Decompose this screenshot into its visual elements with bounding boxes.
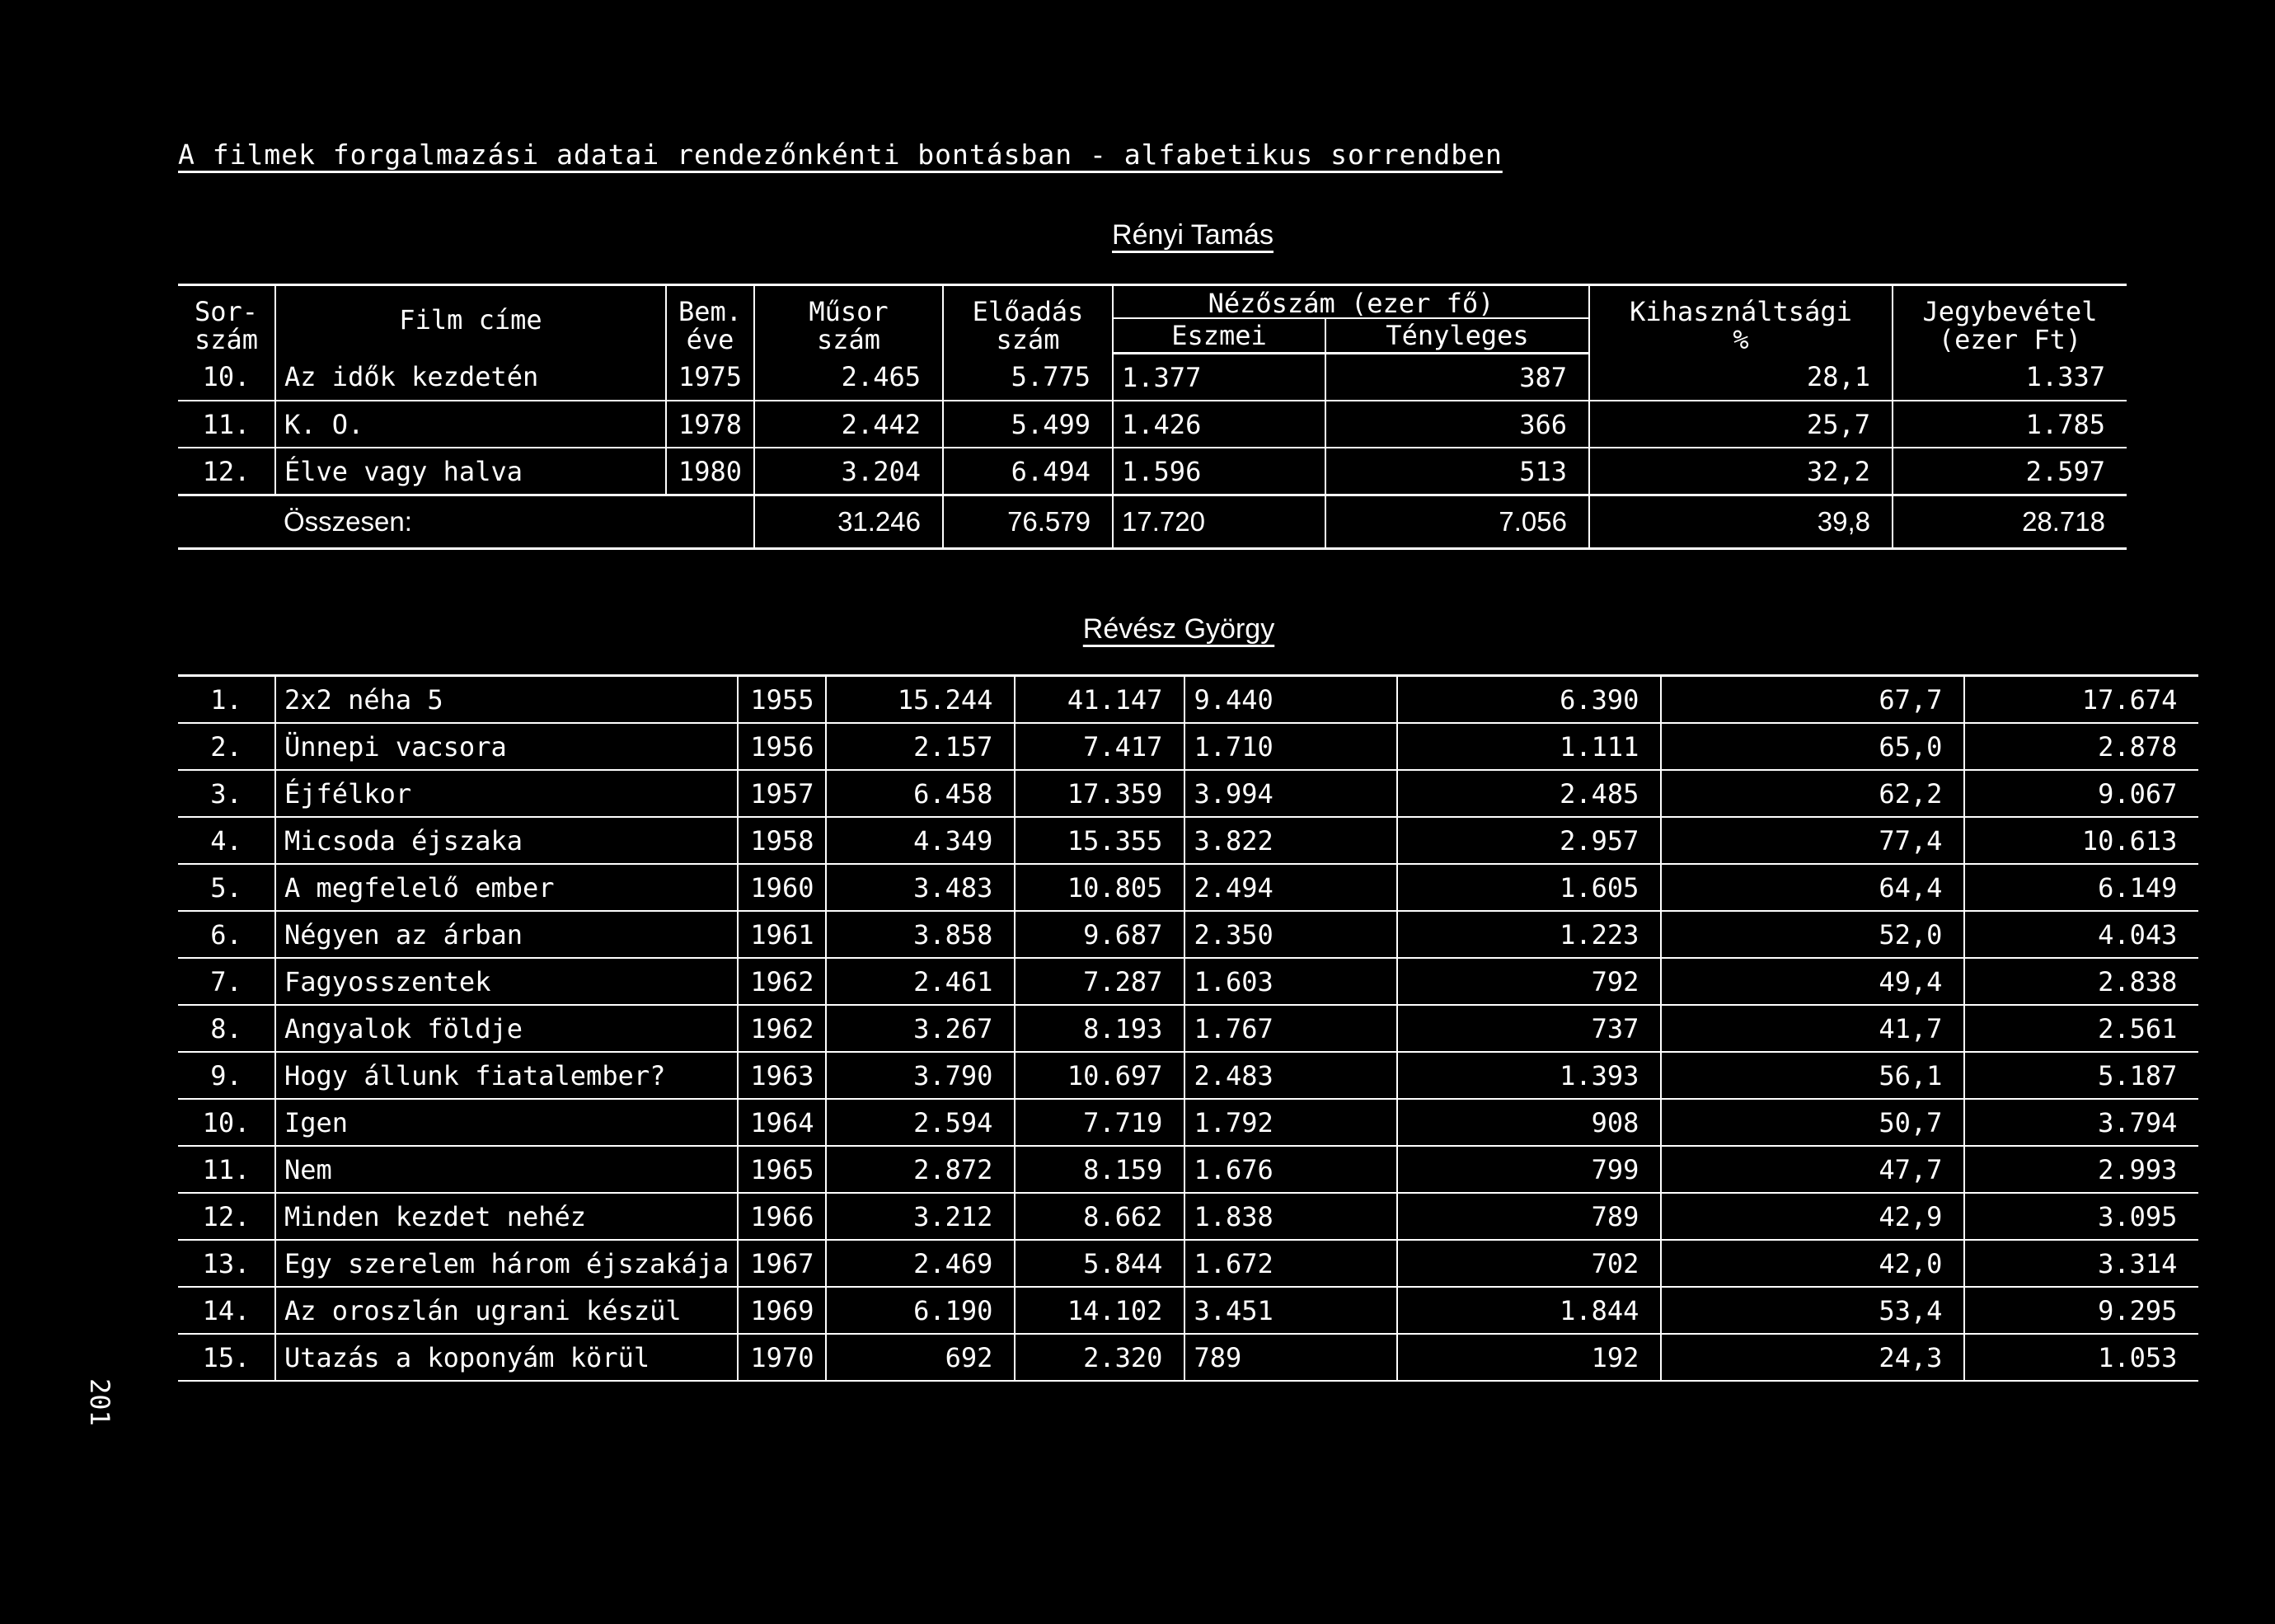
table-cell: 789 [1184,1334,1397,1381]
table-cell: 11. [178,1146,275,1193]
table-cell: 1.605 [1397,864,1661,911]
table-cell: 41,7 [1661,1005,1964,1052]
table-cell: 9.440 [1184,676,1397,724]
table-cell: 6. [178,911,275,958]
table-cell: 8.159 [1015,1146,1184,1193]
table-cell: 387 [1325,354,1589,401]
total-label: Összesen: [275,495,754,549]
col-header-tenyleges: Tényleges [1325,318,1589,354]
table-cell: 7.287 [1015,958,1184,1005]
col-header-jegybevetel: Jegybevétel (ezer Ft) [1893,285,2127,354]
table-cell: 1958 [738,817,826,864]
table-cell: 1962 [738,958,826,1005]
table-cell: 1.672 [1184,1240,1397,1287]
table-cell: Minden kezdet nehéz [275,1193,738,1240]
table-cell: 2.157 [826,723,1015,770]
table-cell: Az idők kezdetén [275,354,666,401]
table-cell: Az oroszlán ugrani készül [275,1287,738,1334]
page-title: A filmek forgalmazási adatai rendezőnkénti bontásban - alfabetikus sorrendben [178,138,1503,171]
col-header-sorszam: Sor- szám [178,285,275,354]
table-cell: 1.223 [1397,911,1661,958]
table-cell: 15.355 [1015,817,1184,864]
table-cell: 5.844 [1015,1240,1184,1287]
table-cell: 5. [178,864,275,911]
table-cell: 737 [1397,1005,1661,1052]
table-cell: 9.067 [1964,770,2198,817]
table-cell: Nem [275,1146,738,1193]
table-cell: 2.597 [1893,448,2127,495]
table-cell: 6.458 [826,770,1015,817]
table-cell: Élve vagy halva [275,448,666,495]
table-cell: 42,9 [1661,1193,1964,1240]
table-cell: 9.687 [1015,911,1184,958]
table-row [178,1334,2198,1381]
table-cell: 2.485 [1397,770,1661,817]
table-cell: 192 [1397,1334,1661,1381]
table-cell: Micsoda éjszaka [275,817,738,864]
total-value: 39,8 [1589,495,1893,549]
table-cell: 56,1 [1661,1052,1964,1099]
table-row [178,1193,2198,1240]
table-cell: 1967 [738,1240,826,1287]
table-row [178,1146,2198,1193]
table-cell: 2.878 [1964,723,2198,770]
table-cell: 7.719 [1015,1099,1184,1146]
table-cell: 789 [1397,1193,1661,1240]
table-cell: 1.053 [1964,1334,2198,1381]
table-cell: 10. [178,354,275,401]
table-cell: 3. [178,770,275,817]
table-row [178,354,2127,401]
table-cell: 15.244 [826,676,1015,724]
table-cell: 692 [826,1334,1015,1381]
table-cell: 41.147 [1015,676,1184,724]
table-cell: 4. [178,817,275,864]
table-cell: 1.767 [1184,1005,1397,1052]
table-cell: 3.858 [826,911,1015,958]
table-cell: 10.805 [1015,864,1184,911]
table-cell: 2.320 [1015,1334,1184,1381]
table-cell: 5.499 [943,401,1113,448]
table-cell: 1969 [738,1287,826,1334]
table-cell: 1.676 [1184,1146,1397,1193]
table-cell: 799 [1397,1146,1661,1193]
table-row [178,1287,2198,1334]
table-cell: 1964 [738,1099,826,1146]
table-cell: 1962 [738,1005,826,1052]
table-cell: 2.561 [1964,1005,2198,1052]
table-cell: 62,2 [1661,770,1964,817]
table-cell: 3.483 [826,864,1015,911]
table-cell: 50,7 [1661,1099,1964,1146]
table-row [178,1099,2198,1146]
table-cell: 77,4 [1661,817,1964,864]
table-cell: 2.872 [826,1146,1015,1193]
table-cell: 3.822 [1184,817,1397,864]
table-cell: 47,7 [1661,1146,1964,1193]
table-cell: 14.102 [1015,1287,1184,1334]
table-cell: 42,0 [1661,1240,1964,1287]
film-table-revesz [178,674,2198,1382]
table-cell: Fagyosszentek [275,958,738,1005]
table-cell: Utazás a koponyám körül [275,1334,738,1381]
table-cell: 1.603 [1184,958,1397,1005]
table-cell: 3.790 [826,1052,1015,1099]
table-row [178,448,2127,495]
table-cell: 1.377 [1113,354,1325,401]
table-row [178,817,2198,864]
table-cell: 3.095 [1964,1193,2198,1240]
col-header-eszmei: Eszmei [1113,318,1325,354]
col-header-eloadas-szam: Előadás szám [943,285,1113,354]
table-row [178,401,2127,448]
table-cell: 1.426 [1113,401,1325,448]
table-cell: 14. [178,1287,275,1334]
table-row [178,723,2198,770]
table-cell: 2.594 [826,1099,1015,1146]
table-cell: 2.442 [754,401,943,448]
total-value: 28.718 [1893,495,2127,549]
table-cell: 9. [178,1052,275,1099]
table-cell: 908 [1397,1099,1661,1146]
total-value: 76.579 [943,495,1113,549]
table-cell: 1. [178,676,275,724]
total-value: 31.246 [754,495,943,549]
table-cell: 5.187 [1964,1052,2198,1099]
table-cell: 702 [1397,1240,1661,1287]
table-row [178,770,2198,817]
table-cell: Ünnepi vacsora [275,723,738,770]
col-header-film-cime: Film címe [275,285,666,354]
table-cell: 1966 [738,1193,826,1240]
table-cell: 1.792 [1184,1099,1397,1146]
table-row [178,1052,2198,1099]
table-cell: 7. [178,958,275,1005]
table-cell: 17.359 [1015,770,1184,817]
table-cell: 1.111 [1397,723,1661,770]
table-cell: 1.710 [1184,723,1397,770]
table-cell: 2.469 [826,1240,1015,1287]
table-cell: 6.494 [943,448,1113,495]
table-row [178,1240,2198,1287]
col-header-kihasznaltsagi: Kihasználtsági % [1589,285,1893,354]
table-cell: 2.838 [1964,958,2198,1005]
table-cell: 9.295 [1964,1287,2198,1334]
table-cell: 4.349 [826,817,1015,864]
table-cell: Igen [275,1099,738,1146]
table-cell: 15. [178,1334,275,1381]
table-cell: 1.596 [1113,448,1325,495]
table-cell: 3.994 [1184,770,1397,817]
table-row [178,676,2198,724]
table-cell: 28,1 [1589,354,1893,401]
table-cell: 17.674 [1964,676,2198,724]
table-cell: K. O. [275,401,666,448]
table-cell: 2.461 [826,958,1015,1005]
table-cell: 67,7 [1661,676,1964,724]
table-cell: 1.337 [1893,354,2127,401]
table-cell: 2.465 [754,354,943,401]
total-value: 17.720 [1113,495,1325,549]
table-cell: 1955 [738,676,826,724]
table-cell: 3.451 [1184,1287,1397,1334]
col-header-bem-eve: Bem. éve [666,285,754,354]
table-cell: 2x2 néha 5 [275,676,738,724]
table-cell: 5.775 [943,354,1113,401]
table-cell: 8.193 [1015,1005,1184,1052]
table-cell: 13. [178,1240,275,1287]
table-row [178,958,2198,1005]
table-cell: 1978 [666,401,754,448]
table-cell: 792 [1397,958,1661,1005]
col-header-nezoszam: Nézőszám (ezer fő) [1113,285,1589,319]
total-value: 7.056 [1325,495,1589,549]
table-cell: 6.390 [1397,676,1661,724]
table-cell: 8.662 [1015,1193,1184,1240]
table-cell: 2.483 [1184,1052,1397,1099]
table-cell: 65,0 [1661,723,1964,770]
table-row [178,911,2198,958]
table-cell: 1963 [738,1052,826,1099]
table-cell: 12. [178,1193,275,1240]
table-cell: 1.838 [1184,1193,1397,1240]
table-cell: 2. [178,723,275,770]
table-cell: Négyen az árban [275,911,738,958]
table-cell: Egy szerelem három éjszakája [275,1240,738,1287]
table-cell: 3.204 [754,448,943,495]
table-cell: 6.190 [826,1287,1015,1334]
table-cell: 2.494 [1184,864,1397,911]
table-cell: 3.267 [826,1005,1015,1052]
table-cell: 366 [1325,401,1589,448]
table-cell: 1980 [666,448,754,495]
table-cell: 1960 [738,864,826,911]
table-cell: 1956 [738,723,826,770]
table-cell: 1970 [738,1334,826,1381]
table-row [178,864,2198,911]
section-title-renyi: Rényi Tamás [1112,219,1274,251]
total-row [178,495,2127,549]
table-cell: 25,7 [1589,401,1893,448]
table-cell: Éjfélkor [275,770,738,817]
table-cell: 1.785 [1893,401,2127,448]
table-cell: 513 [1325,448,1589,495]
table-cell: 7.417 [1015,723,1184,770]
table-cell: Hogy állunk fiatalember? [275,1052,738,1099]
table-cell: 12. [178,448,275,495]
table-cell: 11. [178,401,275,448]
table-cell: A megfelelő ember [275,864,738,911]
table-cell: 10.697 [1015,1052,1184,1099]
table-cell: 8. [178,1005,275,1052]
table-cell: 52,0 [1661,911,1964,958]
table-cell: 24,3 [1661,1334,1964,1381]
table-cell: 10.613 [1964,817,2198,864]
table-cell: 1.844 [1397,1287,1661,1334]
table-cell: 1.393 [1397,1052,1661,1099]
table-cell: 53,4 [1661,1287,1964,1334]
page-number: 201 [84,1378,115,1426]
table-cell: 1961 [738,911,826,958]
table-cell: 3.314 [1964,1240,2198,1287]
section-title-revesz: Révész György [1082,613,1275,645]
table-cell: 2.350 [1184,911,1397,958]
table-cell: 6.149 [1964,864,2198,911]
table-header-row [178,285,2127,319]
table-cell: 32,2 [1589,448,1893,495]
film-table-renyi [178,284,2127,550]
table-cell: 3.794 [1964,1099,2198,1146]
col-header-musor-szam: Műsor szám [754,285,943,354]
table-cell: 1965 [738,1146,826,1193]
table-cell: 10. [178,1099,275,1146]
table-cell: Angyalok földje [275,1005,738,1052]
table-cell: 1975 [666,354,754,401]
total-spacer [178,495,275,549]
table-cell: 49,4 [1661,958,1964,1005]
table-cell: 4.043 [1964,911,2198,958]
table-cell: 3.212 [826,1193,1015,1240]
table-cell: 1957 [738,770,826,817]
table-cell: 2.957 [1397,817,1661,864]
table-cell: 64,4 [1661,864,1964,911]
table-row [178,1005,2198,1052]
table-cell: 2.993 [1964,1146,2198,1193]
